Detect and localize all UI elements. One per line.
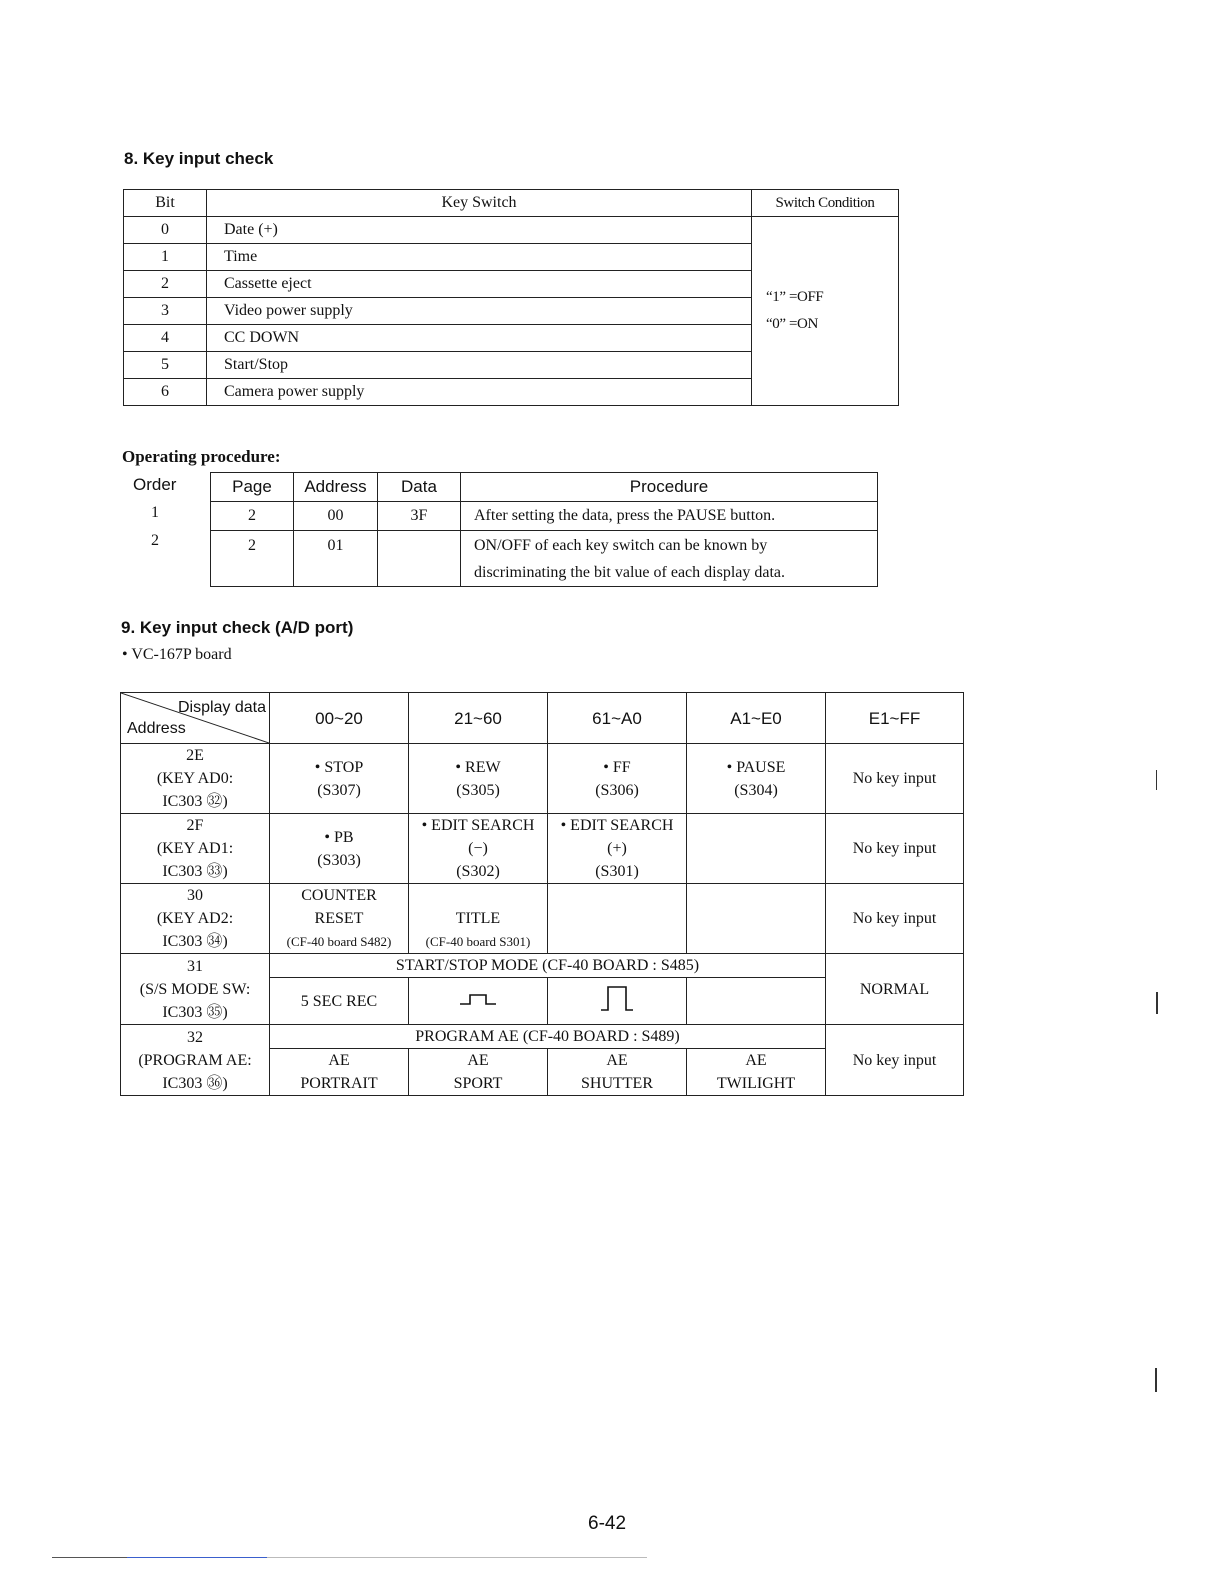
key-cell <box>270 744 409 814</box>
key-name: SPORT <box>453 1075 503 1092</box>
address-cell <box>121 814 270 884</box>
key-switch-cell: Video power supply <box>207 298 752 325</box>
column-header-bit: Bit <box>124 190 207 217</box>
key-cell <box>548 744 687 814</box>
bit-cell: 1 <box>124 244 207 271</box>
section-8-title: 8. Key input check <box>124 149 274 168</box>
table-header-row <box>121 693 964 744</box>
table-row <box>121 814 964 884</box>
bit-cell: 0 <box>124 217 207 244</box>
key-cell <box>270 814 409 884</box>
key-name: AE <box>606 1052 628 1069</box>
table-header-row <box>211 473 878 502</box>
table-row <box>211 531 878 587</box>
order-value: 1 <box>151 504 159 521</box>
empty-cell <box>548 884 687 954</box>
address-port: (S/S MODE SW: <box>139 980 251 998</box>
bit-cell: 4 <box>124 325 207 352</box>
short-pulse-icon <box>458 992 498 1006</box>
key-name: • REW <box>455 758 501 776</box>
key-name: COUNTER <box>301 887 377 904</box>
procedure-title: Operating procedure: <box>122 447 281 466</box>
footer-rule-accent <box>127 1557 267 1558</box>
page-number: 6-42 <box>588 1513 627 1534</box>
column-header: 00~20 <box>270 693 409 744</box>
key-switch-id: (S306) <box>595 781 639 799</box>
address-port: (KEY AD1: <box>156 840 234 857</box>
key-switch-id: (S301) <box>595 863 639 880</box>
corner-display-data-label: Display data <box>177 699 266 716</box>
empty-cell <box>687 814 826 884</box>
order-header: Order <box>133 475 177 494</box>
key-cell <box>548 1049 687 1096</box>
key-sign: (+) <box>607 840 627 857</box>
key-name: TWILIGHT <box>716 1075 796 1092</box>
key-name: AE <box>328 1052 350 1069</box>
normal-cell: NORMAL <box>826 954 964 1025</box>
page-cell: 2 <box>211 502 294 531</box>
procedure-line: ON/OFF of each key switch can be known by <box>474 537 768 554</box>
board-label: • VC-167P board <box>122 646 232 663</box>
table-row <box>211 502 878 531</box>
column-header-data: Data <box>378 473 461 502</box>
scan-mark <box>1156 770 1157 790</box>
data-cell <box>378 531 461 587</box>
corner-address-label: Address <box>127 720 186 737</box>
key-name: AE <box>745 1052 767 1069</box>
table-row <box>121 1025 964 1049</box>
switch-condition-cell <box>752 217 899 406</box>
data-cell: 3F <box>378 502 461 531</box>
address-port: (KEY AD2: <box>156 910 234 927</box>
key-cell: 5 SEC REC <box>270 978 409 1025</box>
key-switch-id: (CF-40 board S301) <box>425 934 531 949</box>
key-cell <box>409 884 548 954</box>
address-pin: IC303 ㉞) <box>162 933 228 950</box>
no-key-cell: No key input <box>826 1025 964 1096</box>
key-cell <box>270 884 409 954</box>
address-cell: 00 <box>294 502 378 531</box>
column-header: 21~60 <box>409 693 548 744</box>
key-switch-id: (S303) <box>317 851 361 869</box>
key-name: PORTRAIT <box>300 1075 378 1092</box>
ad-port-table <box>120 692 964 1096</box>
bit-cell: 6 <box>124 379 207 406</box>
bit-cell: 3 <box>124 298 207 325</box>
key-name: TITLE <box>455 910 501 927</box>
empty-cell <box>687 884 826 954</box>
key-cell <box>548 814 687 884</box>
key-name: • FF <box>603 758 631 776</box>
no-key-cell: No key input <box>826 814 964 884</box>
mode-span-label: START/STOP MODE (CF-40 BOARD : S485) <box>270 954 826 978</box>
section-9-title: 9. Key input check (A/D port) <box>121 618 354 637</box>
address-code: 31 <box>187 957 203 975</box>
key-cell <box>409 978 548 1025</box>
address-port: (PROGRAM AE: <box>138 1051 252 1069</box>
condition-off: “1” =OFF <box>766 289 824 305</box>
key-cell <box>409 744 548 814</box>
key-sign: (−) <box>468 840 488 857</box>
key-name: • EDIT SEARCH <box>421 817 535 834</box>
address-code: 2F <box>186 817 204 834</box>
bit-cell: 2 <box>124 271 207 298</box>
footer-rule <box>52 1557 127 1558</box>
address-cell <box>121 1025 270 1096</box>
table-row <box>121 884 964 954</box>
table-header-row <box>124 190 899 217</box>
procedure-cell <box>461 531 878 587</box>
procedure-table <box>210 472 878 587</box>
key-switch-id: (S304) <box>734 781 778 799</box>
program-ae-span-label: PROGRAM AE (CF-40 BOARD : S489) <box>270 1025 826 1049</box>
key-name: • EDIT SEARCH <box>560 817 674 834</box>
procedure-line: discriminating the bit value of each display data. <box>474 564 786 581</box>
key-name: SHUTTER <box>581 1075 653 1092</box>
key-switch-id: (S307) <box>317 781 361 799</box>
column-header-page: Page <box>211 473 294 502</box>
key-name: • PAUSE <box>726 758 786 776</box>
table-row <box>121 954 964 978</box>
table-row <box>124 217 899 244</box>
key-cell <box>548 978 687 1025</box>
scan-mark <box>1155 1368 1157 1392</box>
corner-header-cell <box>121 693 270 744</box>
key-cell <box>270 1049 409 1096</box>
key-cell <box>409 1049 548 1096</box>
key-switch-id: (S302) <box>456 863 500 880</box>
column-header-switch-condition: Switch Condition <box>752 190 899 217</box>
scan-mark <box>1156 992 1158 1014</box>
key-cell <box>687 1049 826 1096</box>
column-header: A1~E0 <box>687 693 826 744</box>
address-port: (KEY AD0: <box>156 770 234 787</box>
bit-cell: 5 <box>124 352 207 379</box>
address-pin: IC303 ㉝) <box>162 863 228 880</box>
key-switch-cell: Start/Stop <box>207 352 752 379</box>
key-cell <box>409 814 548 884</box>
address-pin: IC303 ㊱) <box>162 1074 228 1092</box>
column-header-procedure: Procedure <box>461 473 878 502</box>
address-code: 30 <box>187 887 203 904</box>
column-header-key-switch: Key Switch <box>207 190 752 217</box>
column-header: 61~A0 <box>548 693 687 744</box>
empty-cell <box>687 978 826 1025</box>
address-cell <box>121 884 270 954</box>
key-switch-cell: CC DOWN <box>207 325 752 352</box>
address-cell: 01 <box>294 531 378 587</box>
table-row <box>121 744 964 814</box>
key-name: • STOP <box>314 758 364 776</box>
column-header-address: Address <box>294 473 378 502</box>
procedure-cell: After setting the data, press the PAUSE button. <box>461 502 878 531</box>
address-cell <box>121 954 270 1025</box>
address-code: 2E <box>186 747 204 764</box>
key-switch-cell: Cassette eject <box>207 271 752 298</box>
no-key-cell: No key input <box>826 744 964 814</box>
key-cell <box>687 744 826 814</box>
address-pin: IC303 ㉜) <box>162 793 228 810</box>
no-key-cell: No key input <box>826 884 964 954</box>
order-value: 2 <box>151 532 159 549</box>
address-pin: IC303 ㉟) <box>162 1003 228 1021</box>
column-header: E1~FF <box>826 693 964 744</box>
condition-on: “0” =ON <box>766 316 818 332</box>
key-switch-cell: Time <box>207 244 752 271</box>
key-name: • PB <box>324 828 354 846</box>
long-pulse-icon <box>599 984 635 1012</box>
key-switch-cell: Camera power supply <box>207 379 752 406</box>
key-name: AE <box>467 1052 489 1069</box>
key-switch-cell: Date (+) <box>207 217 752 244</box>
address-cell <box>121 744 270 814</box>
page-cell: 2 <box>211 531 294 587</box>
address-code: 32 <box>187 1028 203 1046</box>
key-switch-id: (S305) <box>456 781 500 799</box>
key-name: RESET <box>314 910 364 927</box>
key-switch-id: (CF-40 board S482) <box>286 934 392 949</box>
footer-rule-light <box>267 1557 647 1558</box>
key-input-table <box>123 189 899 406</box>
